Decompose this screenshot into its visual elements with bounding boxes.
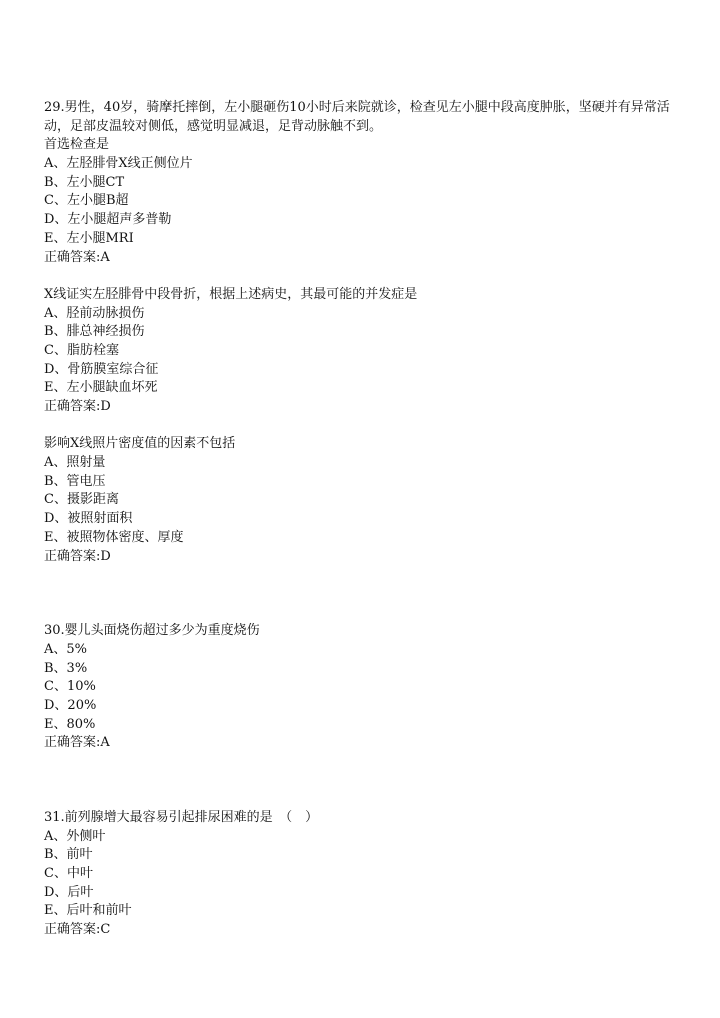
correct-answer: 正确答案:D [44,399,111,415]
option-c: C、脂肪栓塞 [44,342,119,358]
option-d: D、后叶 [44,884,94,900]
correct-answer: 正确答案:A [44,735,110,751]
sub-question-1 [44,136,684,267]
sub-question-3 [44,435,684,566]
option-c: C、摄影距离 [44,492,119,508]
option-e: E、被照物体密度、厚度 [44,529,184,545]
option-d: D、20% [44,697,97,713]
sub-question-stem: X线证实左胫腓骨中段骨折，根据上述病史，其最可能的并发症是 [44,286,418,302]
question-stem: 31.前列腺增大最容易引起排尿困难的是 （ ） [44,810,319,826]
question-29 [44,99,684,566]
option-d: D、被照射面积 [44,511,133,527]
option-b: B、3% [44,660,88,676]
option-b: B、管电压 [44,473,106,489]
option-c: C、中叶 [44,866,93,882]
option-c: C、10% [44,679,96,695]
option-b: B、前叶 [44,847,93,863]
correct-answer: 正确答案:C [44,922,111,938]
option-e: E、左小腿MRI [44,230,134,246]
option-a: A、5% [44,641,88,657]
sub-question-2 [44,286,684,417]
option-a: A、左胫腓骨X线正侧位片 [44,156,193,172]
option-c: C、左小腿B超 [44,193,129,209]
exam-page [44,99,684,940]
correct-answer: 正确答案:D [44,548,111,564]
option-a: A、照射量 [44,455,106,471]
option-a: A、胫前动脉损伤 [44,305,145,321]
option-d: D、左小腿超声多普勒 [44,212,172,228]
option-a: A、外侧叶 [44,828,106,844]
question-31 [44,809,684,940]
option-b: B、腓总神经损伤 [44,324,145,340]
sub-question-stem: 影响X线照片密度值的因素不包括 [44,436,236,452]
question-stem: 29.男性，40岁，骑摩托摔倒，左小腿砸伤10小时后来院就诊，检查见左小腿中段高度肿胀，坚硬并有异常活动，足部皮温较对侧低，感觉明显减退，足背动脉触不到。 [44,100,670,134]
option-e: E、左小腿缺血坏死 [44,380,158,396]
option-d: D、骨筋膜室综合征 [44,361,159,377]
question-stem: 30.婴儿头面烧伤超过多少为重度烧伤 [44,623,260,639]
option-b: B、左小腿CT [44,174,125,190]
correct-answer: 正确答案:A [44,249,110,265]
sub-question-stem: 首选检查是 [44,137,110,153]
question-30 [44,622,684,753]
option-e: E、80% [44,716,96,732]
option-e: E、后叶和前叶 [44,903,132,919]
